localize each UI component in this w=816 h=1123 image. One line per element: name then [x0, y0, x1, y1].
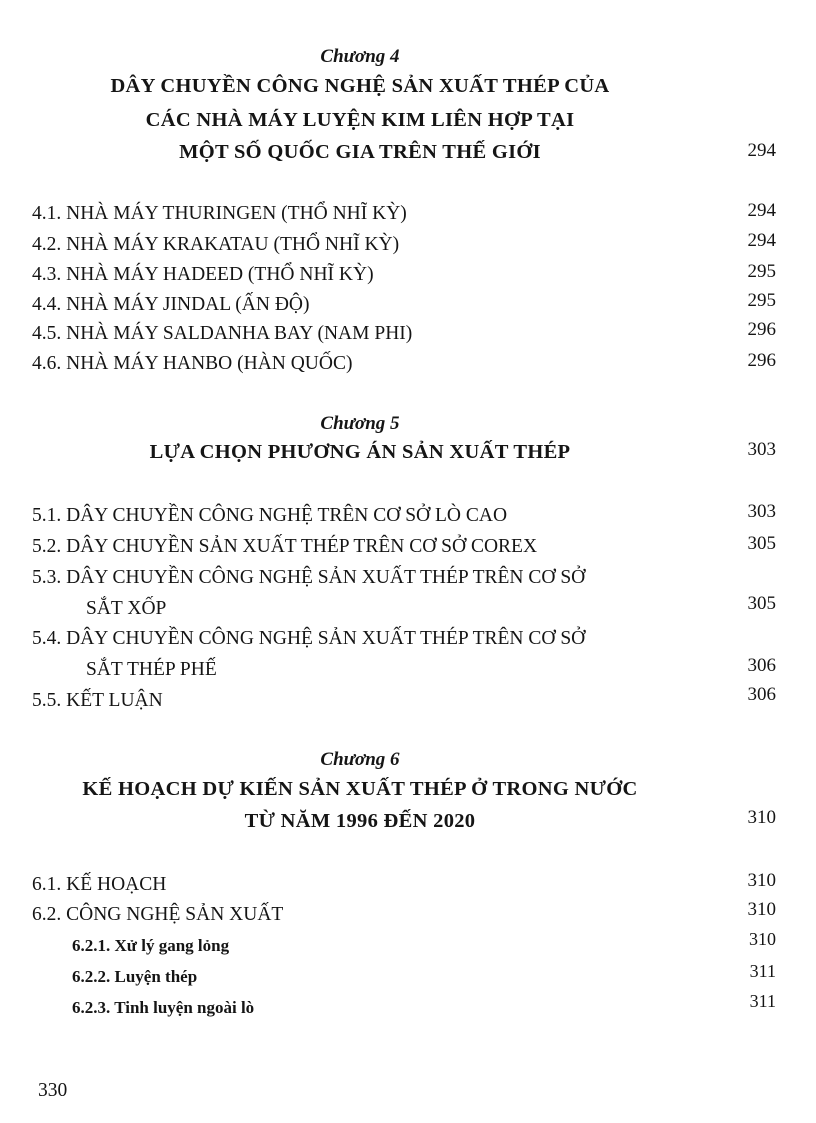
- toc-entry-4-4[interactable]: 4.4. NHÀ MÁY JINDAL (ẤN ĐỘ): [32, 294, 310, 315]
- toc-page-4-6: 296: [747, 350, 776, 371]
- toc-page-6-2-3: 311: [749, 991, 776, 1011]
- chapter-6-label: Chương 6: [320, 749, 400, 770]
- toc-entry-5-2[interactable]: 5.2. DÂY CHUYỀN SẢN XUẤT THÉP TRÊN CƠ SỞ COREX: [32, 536, 538, 557]
- chapter-4-title-line-1: DÂY CHUYỀN CÔNG NGHỆ SẢN XUẤT THÉP CỦA: [110, 75, 610, 97]
- page-number: 330: [38, 1080, 68, 1101]
- toc-entry-6-2[interactable]: 6.2. CÔNG NGHỆ SẢN XUẤT: [32, 904, 284, 925]
- chapter-5-label: Chương 5: [320, 413, 400, 434]
- toc-page-5-1: 303: [747, 501, 776, 522]
- chapter-5-title: LỰA CHỌN PHƯƠNG ÁN SẢN XUẤT THÉP: [149, 441, 571, 463]
- toc-entry-5-1[interactable]: 5.1. DÂY CHUYỀN CÔNG NGHỆ TRÊN CƠ SỞ LÒ CAO: [32, 505, 508, 526]
- toc-entry-5-3-continuation[interactable]: SẮT XỐP: [86, 598, 167, 619]
- chapter-4-title-line-2: CÁC NHÀ MÁY LUYỆN KIM LIÊN HỢP TẠI: [145, 109, 575, 131]
- chapter-4-label: Chương 4: [320, 46, 400, 67]
- chapter-4-page: 294: [747, 140, 776, 161]
- toc-page-5-3: 305: [747, 593, 776, 614]
- toc-page-6-2-2: 311: [749, 961, 776, 981]
- toc-subentry-6-2-2[interactable]: 6.2.2. Luyện thép: [72, 967, 198, 986]
- toc-entry-4-1[interactable]: 4.1. NHÀ MÁY THURINGEN (THỔ NHĨ KỲ): [32, 203, 407, 224]
- toc-page-4-5: 296: [747, 319, 776, 340]
- toc-subentry-6-2-3[interactable]: 6.2.3. Tinh luyện ngoài lò: [72, 998, 255, 1017]
- toc-subentry-6-2-1[interactable]: 6.2.1. Xử lý gang lỏng: [72, 936, 230, 955]
- toc-page-6-2: 310: [747, 899, 776, 920]
- toc-entry-5-5[interactable]: 5.5. KẾT LUẬN: [32, 690, 163, 711]
- toc-page-6-1: 310: [747, 870, 776, 891]
- toc-page-6-2-1: 310: [749, 929, 776, 949]
- toc-page-5-4: 306: [747, 655, 776, 676]
- toc-entry-5-4[interactable]: 5.4. DÂY CHUYỀN CÔNG NGHỆ SẢN XUẤT THÉP TRÊN CƠ SỞ: [32, 628, 586, 649]
- toc-page-4-2: 294: [747, 230, 776, 251]
- chapter-6-page: 310: [747, 807, 776, 828]
- toc-page-5-2: 305: [747, 533, 776, 554]
- toc-entry-5-3[interactable]: 5.3. DÂY CHUYỀN CÔNG NGHỆ SẢN XUẤT THÉP TRÊN CƠ SỞ: [32, 567, 586, 588]
- toc-page-5-5: 306: [747, 684, 776, 705]
- chapter-6-title-line-2: TỪ NĂM 1996 ĐẾN 2020: [244, 810, 476, 832]
- toc-entry-4-6[interactable]: 4.6. NHÀ MÁY HANBO (HÀN QUỐC): [32, 353, 353, 374]
- toc-entry-6-1[interactable]: 6.1. KẾ HOẠCH: [32, 874, 167, 895]
- chapter-4-title-line-3: MỘT SỐ QUỐC GIA TRÊN THẾ GIỚI: [179, 141, 541, 163]
- toc-entry-4-3[interactable]: 4.3. NHÀ MÁY HADEED (THỔ NHĨ KỲ): [32, 264, 374, 285]
- toc-entry-5-4-continuation[interactable]: SẮT THÉP PHẾ: [86, 659, 217, 680]
- toc-entry-4-5[interactable]: 4.5. NHÀ MÁY SALDANHA BAY (NAM PHI): [32, 323, 413, 344]
- toc-page-4-1: 294: [747, 200, 776, 221]
- chapter-5-page: 303: [747, 439, 776, 460]
- toc-page-4-4: 295: [747, 290, 776, 311]
- toc-entry-4-2[interactable]: 4.2. NHÀ MÁY KRAKATAU (THỔ NHĨ KỲ): [32, 234, 400, 255]
- chapter-6-title-line-1: KẾ HOẠCH DỰ KIẾN SẢN XUẤT THÉP Ở TRONG NƯỚC: [82, 778, 638, 800]
- toc-page-4-3: 295: [747, 261, 776, 282]
